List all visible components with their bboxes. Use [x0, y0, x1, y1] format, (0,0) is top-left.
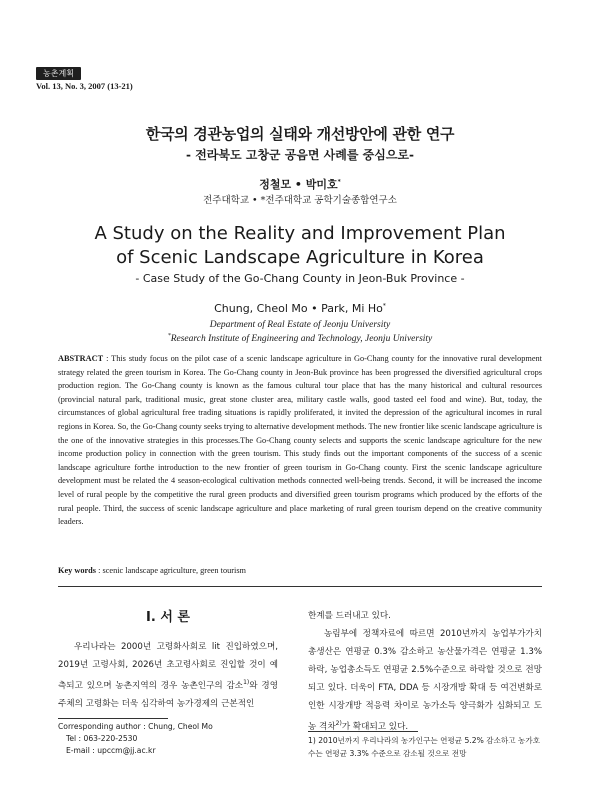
english-title-line2: of Scenic Landscape Agriculture in Korea	[116, 247, 484, 268]
english-author-mark: *	[382, 302, 386, 310]
english-affiliation-2-text: Research Institute of Engineering and Technology, Jeonju University	[170, 334, 433, 345]
body-left-paragraph	[58, 638, 278, 713]
abstract	[58, 352, 542, 529]
korean-subtitle: - 전라북도 고창군 공음면 사례를 중심으로-	[186, 148, 414, 162]
korean-author-mark: *	[337, 178, 341, 186]
journal-badge: 농촌계획	[36, 67, 81, 80]
english-affiliation-2-mark: *	[167, 333, 171, 339]
keywords	[58, 566, 542, 575]
correspondence-rule	[58, 718, 168, 719]
body-right-text: 농림부에 정책자료에 따르면 2010년까지 농업부가가치 총생산은 연평균 0.3% 감소하고 농산물가격은 연평균 1.3%하락, 농업총소득도 연평균 2.5%수준으로 하락할 것으로 전망되고 있다. 더욱이 FTA, DDA 등 시장개방 확대 등 여건변화로 인한 시장개방 적응력 차이로 농가소득 양극화가 심화되고 도농 격차	[308, 629, 542, 732]
keywords-label: Key words	[58, 566, 97, 575]
correspondence-email: E-mail : upccm@jj.ac.kr	[66, 746, 156, 755]
korean-authors	[0, 176, 600, 192]
english-affiliation-2	[0, 333, 600, 344]
body-left-text-cont: 와 경영주체의 고령화는 더욱 심각하여 농가경제의 근본적인	[58, 680, 278, 709]
keywords-text: : scenic landscape agriculture, green tourism	[96, 566, 247, 575]
english-author-names: Chung, Cheol Mo • Park, Mi Ho	[214, 302, 383, 315]
body-right-paragraph	[308, 625, 542, 736]
corresponding-author: Corresponding author : Chung, Cheol Mo	[58, 722, 213, 731]
english-authors	[0, 302, 600, 315]
english-title	[0, 222, 600, 270]
volume-line: Vol. 13, No. 3, 2007 (13-21)	[36, 81, 133, 91]
korean-affiliation: 전주대학교 • *전주대학교 공학기술종합연구소	[203, 195, 397, 206]
body-right-line0: 한계를 드러내고 있다.	[308, 611, 391, 621]
correspondence-tel: Tel : 063-220-2530	[66, 734, 138, 743]
footnote-ref-2: 2)	[335, 720, 342, 727]
section-divider	[58, 586, 542, 587]
korean-title: 한국의 경관농업의 실태와 개선방안에 관한 연구	[145, 125, 455, 143]
body-right-column	[308, 607, 542, 736]
english-title-line1: A Study on the Reality and Improvement Plan	[94, 223, 506, 244]
footnote-1: 1) 2010년까지 우리나라의 농가인구는 연평균 5.2% 감소하고 농가호수는 연평균 3.3% 수준으로 감소될 것으로 전망	[308, 736, 541, 758]
footnote-ref-1: 1)	[243, 679, 250, 686]
section-title: I. 서 론	[146, 610, 190, 625]
body-left-column	[58, 638, 278, 713]
english-affiliation-1: Department of Real Estate of Jeonju University	[209, 320, 391, 330]
body-left-text: 우리나라는 2000년 고령화사회로 lit 진입하였으며, 2019년 고령사회, 2026년 초고령사회로 진입할 것이 예측되고 있으며 농촌지역의 경우 농촌인구의 감소	[58, 642, 278, 691]
abstract-text: : This study focus on the pilot case of a scenic landscape agriculture in Go-Chang county for the innovative rural development strategy related the green tourism in Korea. The Go-Chang county in Jeon-Buk province has been progressed the diversified agricultural crops production region. The Go-Chang county is known as the famous cultural tour place that has the many historical and cultural resources (provincial natural park, traditional music, great stone cluster area, military castle walls, good tasted eel food and wine). But, today, the circumstances of global agricultural free trading situations is rapidly proliferated, it invited the depression of the agricultural incomes in rural regions in Korea. So, the Go-Chang county seeks trying to alternative development methods. The new frontier like scenic landscape agriculture is the one of the innovative strategies in this processes.The Go-Chang county selects and supports the scenic landscape agriculture for the new income production policy in connection with the green tourism. This study finds out the important components of the success of a scenic landscape agriculture forthe introduction to the new frontier of green tourism in Go-Chang county. First the scenic landscape agriculture development must be related the 4 season-ecological cultivation methods connected well-being trends. Second, it will be increased the income level of rural people by the competitive the rural green products and diversified green tourism programs which produced by the efforts of the rural people. Third, the success of scenic landscape agriculture and place marketing of rural green tourism depend on the creative community leaders.	[58, 354, 542, 527]
english-subtitle: - Case Study of the Go-Chang County in Jeon-Buk Province -	[135, 272, 465, 285]
correspondence-block	[58, 721, 278, 757]
abstract-label: ABSTRACT	[58, 354, 104, 363]
body-right-text-cont: 가 확대되고 있다.	[341, 721, 409, 732]
footnote-rule	[308, 731, 418, 732]
korean-author-names: 정철모 • 박미호	[259, 178, 338, 191]
